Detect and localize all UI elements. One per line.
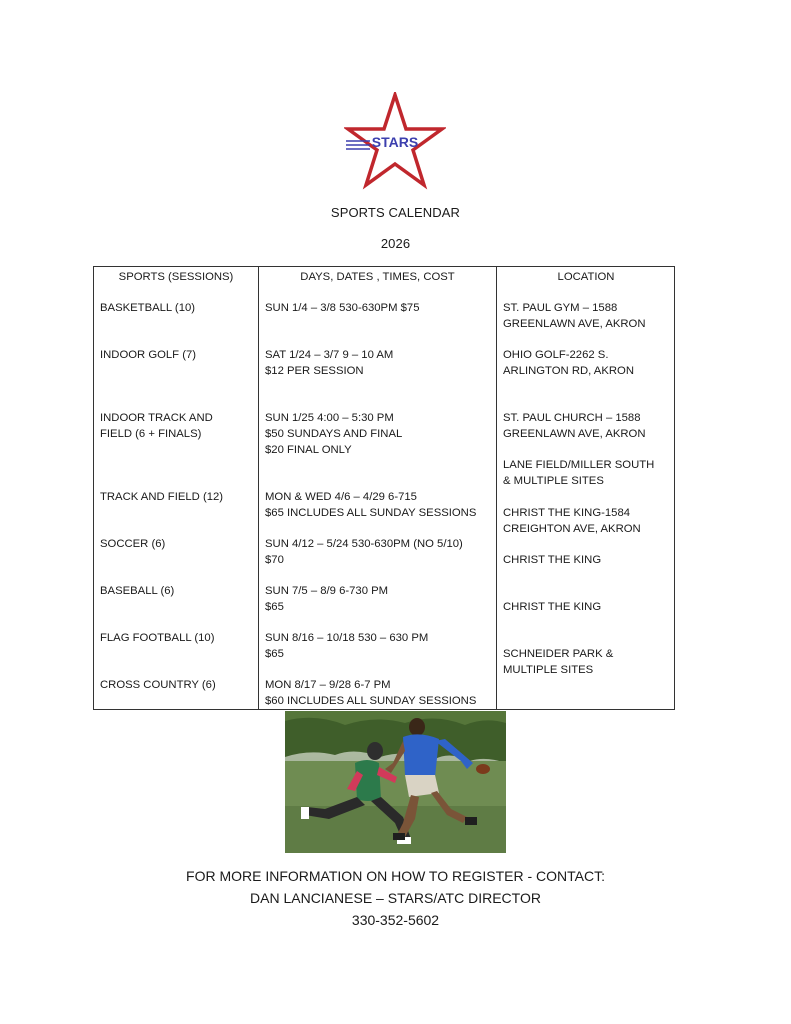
flag-football-photo xyxy=(285,711,506,853)
sport-cell: INDOOR GOLF (7) xyxy=(100,349,197,361)
location-cell: CHRIST THE KING xyxy=(503,601,602,613)
schedule-cell: SUN 4/12 – 5/24 530-630PM (NO 5/10) $70 xyxy=(265,538,463,566)
location-cell: CHRIST THE KING-1584 CREIGHTON AVE, AKRON xyxy=(503,507,641,535)
schedule-cell: MON 8/17 – 9/28 6-7 PM $60 INCLUDES ALL SUNDAY SESSIONS xyxy=(265,679,477,707)
sport-cell: FLAG FOOTBALL (10) xyxy=(100,632,215,644)
schedule-cell: SUN 7/5 – 8/9 6-730 PM $65 xyxy=(265,585,389,613)
column-divider xyxy=(258,267,259,709)
header-location: LOCATION xyxy=(557,271,615,283)
column-divider xyxy=(496,267,497,709)
schedule-cell: SUN 1/25 4:00 – 5:30 PM $50 SUNDAYS AND FINAL $20 FINAL ONLY xyxy=(265,412,403,456)
footer-director: DAN LANCIANESE – STARS/ATC DIRECTOR xyxy=(250,890,541,906)
sport-cell: BASKETBALL (10) xyxy=(100,302,196,314)
sport-cell: INDOOR TRACK AND FIELD (6 + FINALS) xyxy=(100,412,213,440)
footer-phone: 330-352-5602 xyxy=(351,912,440,928)
location-cell: ST. PAUL GYM – 1588 GREENLAWN AVE, AKRON xyxy=(503,302,646,330)
schedule-cell: SUN 8/16 – 10/18 530 – 630 PM $65 xyxy=(265,632,429,660)
header-sports: SPORTS (SESSIONS) xyxy=(118,271,234,283)
location-cell: ST. PAUL CHURCH – 1588 GREENLAWN AVE, AKRON xyxy=(503,412,646,440)
schedule-cell: SUN 1/4 – 3/8 530-630PM $75 xyxy=(265,302,420,314)
location-cell: CHRIST THE KING xyxy=(503,554,602,566)
sport-cell: TRACK AND FIELD (12) xyxy=(100,491,224,503)
page-title: SPORTS CALENDAR xyxy=(330,205,461,220)
sport-cell: BASEBALL (6) xyxy=(100,585,175,597)
sport-cell: SOCCER (6) xyxy=(100,538,166,550)
header-schedule: DAYS, DATES , TIMES, COST xyxy=(300,271,455,283)
location-cell: LANE FIELD/MILLER SOUTH & MULTIPLE SITES xyxy=(503,459,655,487)
stars-logo xyxy=(344,92,446,190)
footer-register-text: FOR MORE INFORMATION ON HOW TO REGISTER - CONTACT: xyxy=(186,868,605,884)
year-label: 2026 xyxy=(380,236,411,251)
location-cell: OHIO GOLF-2262 S. ARLINGTON RD, AKRON xyxy=(503,349,634,377)
logo-text: STARS xyxy=(371,134,419,150)
sport-cell: CROSS COUNTRY (6) xyxy=(100,679,216,691)
schedule-cell: MON & WED 4/6 – 4/29 6-715 $65 INCLUDES ALL SUNDAY SESSIONS xyxy=(265,491,477,519)
location-cell: SCHNEIDER PARK & MULTIPLE SITES xyxy=(503,648,614,676)
schedule-cell: SAT 1/24 – 3/7 9 – 10 AM $12 PER SESSION xyxy=(265,349,394,377)
schedule-table xyxy=(93,266,675,710)
